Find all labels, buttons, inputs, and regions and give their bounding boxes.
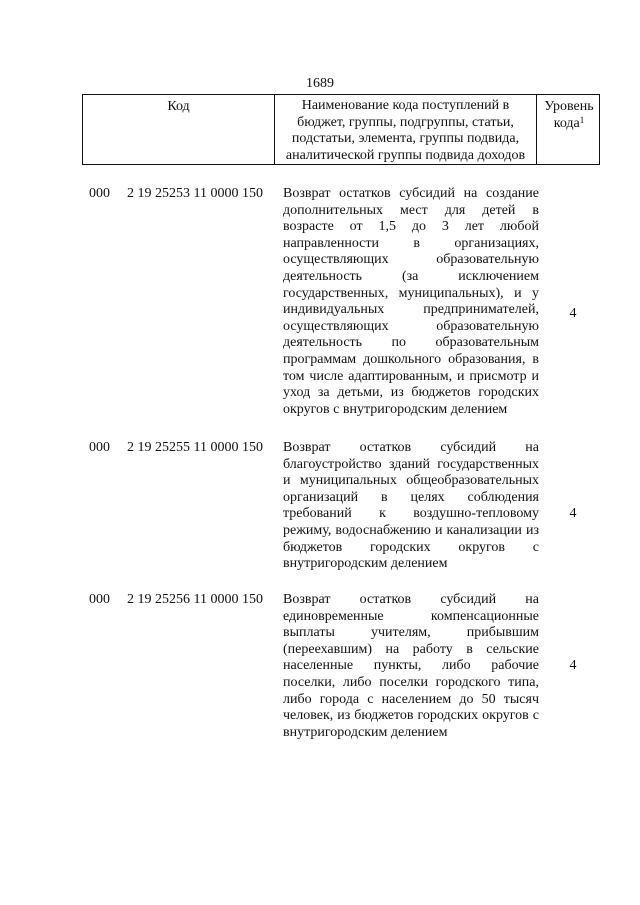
row-description: Возврат остатков субсидий на создание дополнительных мест для детей в возрасте от 1,5 до 3 лет любой направленности в организациях, осуществляющих образовательную деятельность (за исключением государственных, муниципальных), и у индивидуальных предпринимателей, осуществляющих образовательную деятельность по образовательным программам дошкольного образования, в том числе адаптированным, и присмотр и уход за детьми, из бюджетов городских округов с внутригородским делением [283, 186, 539, 417]
header-level-text: кода [553, 116, 580, 131]
page-number: 1689 [306, 76, 334, 91]
row-description: Возврат остатков субсидий на благоустройство зданий государственных и муниципальных общеобразовательных организаций в целях соблюдения требований к воздушно-тепловому режиму, водоснабжению и канализации из бюджетов городских округов с внутригородским делением [283, 440, 539, 572]
row-description: Возврат остатков субсидий на единовременные компенсационные выплаты учителям, прибывшим (переехавшим) на работу в сельские населенные пункты, либо рабочие поселки, либо поселки городского типа, либо города с населением до 50 тысяч человек, из бюджетов городских округов с внутригородским делением [283, 592, 539, 740]
row-level: 4 [569, 306, 577, 321]
row-prefix: 000 [89, 592, 110, 607]
header-code-column: Код [83, 95, 275, 164]
row-level: 4 [569, 506, 577, 521]
row-code: 2 19 25253 11 0000 150 [127, 186, 263, 201]
row-level: 4 [569, 658, 577, 673]
table-header [82, 94, 600, 165]
row-prefix: 000 [89, 186, 110, 201]
footnote-marker: 1 [579, 115, 585, 125]
header-name-line: Наименование кода поступлений в [301, 98, 510, 113]
header-name-line: аналитической группы подвида доходов [285, 147, 526, 163]
row-code: 2 19 25255 11 0000 150 [127, 440, 263, 455]
header-name-column [275, 95, 537, 164]
row-code: 2 19 25256 11 0000 150 [127, 592, 263, 607]
row-prefix: 000 [89, 440, 110, 455]
header-level-line1: Уровень [544, 99, 594, 114]
header-name-line: подстатьи, элемента, группы подвида, [291, 131, 520, 147]
header-name-line: бюджет, группы, подгруппы, статьи, [297, 114, 514, 130]
header-level-line2 [537, 115, 601, 132]
header-level-column [537, 95, 601, 164]
